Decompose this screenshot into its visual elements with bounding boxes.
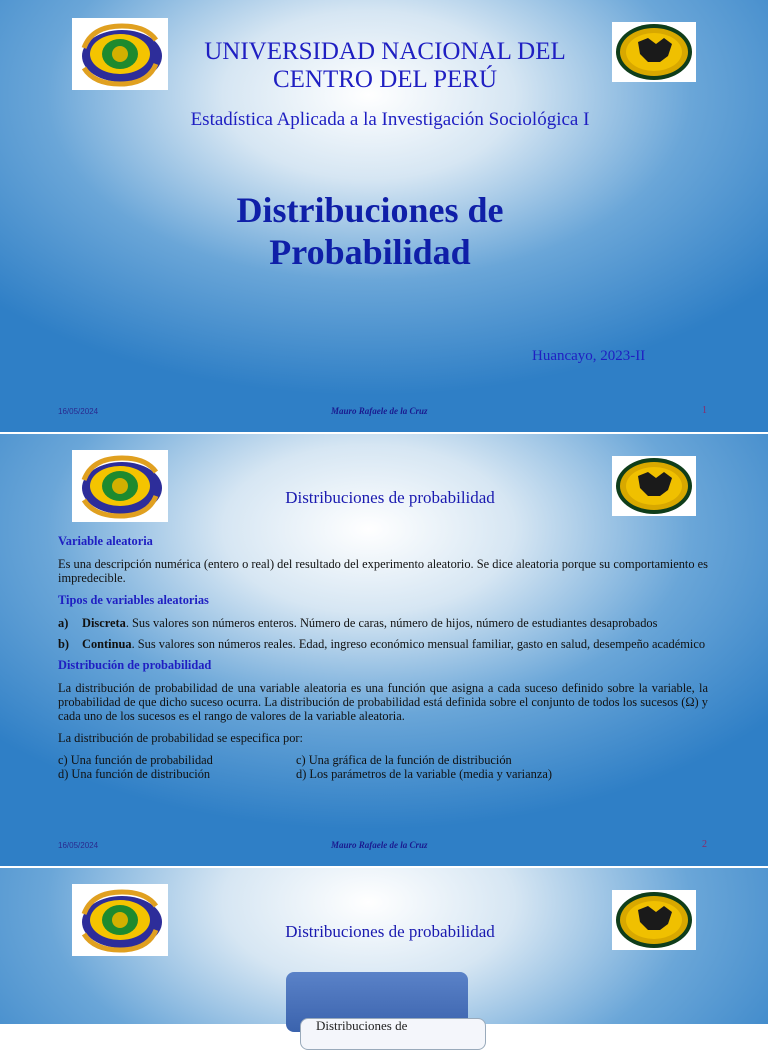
slide-1 xyxy=(0,0,768,432)
place-date: Huancayo, 2023-II xyxy=(532,348,646,364)
slide-2 xyxy=(0,434,768,866)
list-text xyxy=(82,637,708,651)
option-item: c) Una gráfica de la función de distribución xyxy=(296,753,512,767)
heading-variable-aleatoria: Variable aleatoria xyxy=(58,534,153,548)
desc-discreta: . Sus valores son números enteros. Número de caras, número de hijos, número de estudiantes desaprobados xyxy=(125,616,658,630)
list-item-discreta xyxy=(58,616,708,630)
university-logo-left xyxy=(72,884,168,956)
slide-3 xyxy=(0,868,768,1033)
paragraph-distribucion: La distribución de probabilidad de una variable aleatoria es una función que asigna a cada suceso definido sobre la variable, la probabilidad de que dicho suceso ocurra. La distribución de probabilidad está definida sobre el conjunto de todos los sucesos (Ω) y cada uno de los sucesos es el rango de valores de la variable aleatoria. xyxy=(58,681,708,723)
heading-distribucion: Distribución de probabilidad xyxy=(58,658,212,672)
slide-heading: Distribuciones de probabilidad xyxy=(285,488,495,507)
footer-author: Mauro Rafaele de la Cruz xyxy=(331,840,428,850)
presentation-title xyxy=(150,189,590,273)
title-line-2: Probabilidad xyxy=(269,232,471,272)
paragraph-especifica: La distribución de probabilidad se especifica por: xyxy=(58,731,303,745)
list-marker: a) xyxy=(58,616,69,630)
footer-page-number: 1 xyxy=(702,405,707,416)
list-text xyxy=(82,616,708,630)
list-item-continua xyxy=(58,637,708,651)
slide-heading: Distribuciones de probabilidad xyxy=(285,922,495,941)
option-item: d) Una función de distribución xyxy=(58,767,211,781)
footer-date: 16/05/2024 xyxy=(58,841,99,850)
university-seal-right xyxy=(612,456,696,516)
course-name: Estadística Aplicada a la Investigación Sociológica I xyxy=(190,109,590,130)
footer-author: Mauro Rafaele de la Cruz xyxy=(331,406,428,416)
university-name xyxy=(170,38,600,94)
option-item: d) Los parámetros de la variable (media y varianza) xyxy=(296,767,552,781)
university-logo-left xyxy=(72,18,168,90)
options-grid xyxy=(58,753,708,781)
term-continua: Continua xyxy=(82,637,132,651)
paragraph-variable-aleatoria: Es una descripción numérica (entero o real) del resultado del experimento aleatorio. Se dice aleatoria porque su comportamiento es impredecible. xyxy=(58,557,708,585)
slide-content xyxy=(58,534,708,781)
diagram-box-text: Distribuciones de xyxy=(316,1018,408,1033)
heading-tipos: Tipos de variables aleatorias xyxy=(58,593,209,607)
university-name-line-2: CENTRO DEL PERÚ xyxy=(272,66,498,93)
university-logo-left xyxy=(72,450,168,522)
option-item: c) Una función de probabilidad xyxy=(58,753,213,767)
title-line-1: Distribuciones de xyxy=(236,190,504,230)
university-seal-right xyxy=(612,22,696,82)
desc-continua: . Sus valores son números reales. Edad, ingreso económico mensual familiar, gasto en salud, desempeño académico xyxy=(131,637,706,651)
university-seal-right xyxy=(612,890,696,950)
university-name-line-1: UNIVERSIDAD NACIONAL DEL xyxy=(204,38,566,65)
footer-date: 16/05/2024 xyxy=(58,407,99,416)
footer-page-number: 2 xyxy=(702,839,707,850)
list-marker: b) xyxy=(58,637,70,651)
term-discreta: Discreta xyxy=(82,616,126,630)
